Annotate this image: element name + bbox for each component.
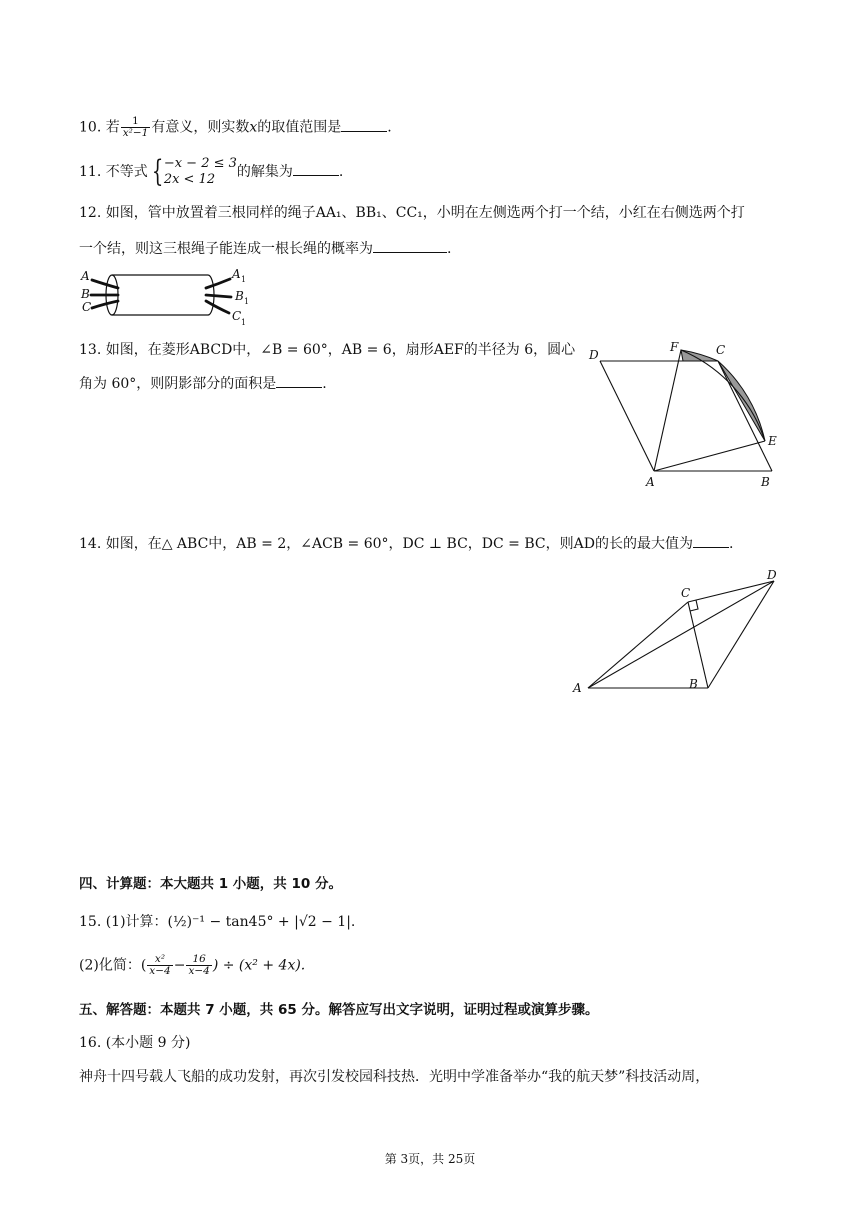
question-16-head: 16. (本小题 9 分) bbox=[79, 1035, 191, 1051]
label-B: B bbox=[81, 287, 90, 301]
answer-blank bbox=[693, 535, 729, 548]
shaded-region-right bbox=[718, 361, 765, 441]
question-13-line1: 13. 如图，在菱形ABCD中，∠B = 60°，AB = 6，扇形AEF的半径为 6，圆心 bbox=[79, 342, 576, 358]
section-5-title: 五、解答题：本题共 7 小题，共 65 分。解答应写出文字说明，证明过程或演算步骤。 bbox=[79, 1002, 599, 1018]
label-B: B bbox=[689, 677, 698, 691]
question-14: 14. 如图，在△ ABC中，AB = 2，∠ACB = 60°，DC ⊥ BC，DC = BC，则AD的长的最大值为 . bbox=[79, 536, 734, 552]
answer-blank bbox=[373, 240, 447, 253]
label-C1-sub: 1 bbox=[241, 318, 247, 327]
question-16-text: 神舟十四号载人飞船的成功发射，再次引发校园科技热．光明中学准备举办“我的航天梦”科技活动周， bbox=[79, 1069, 710, 1085]
fraction-1: $\frac{\text{x²}}{x-4}$ bbox=[149, 953, 171, 977]
question-15-part1: 15. (1)计算：(½)⁻¹ − tan45° + |√2 − 1|. bbox=[79, 914, 356, 930]
ropes bbox=[91, 279, 231, 313]
label-E: E bbox=[768, 434, 777, 448]
label-A1-sub: 1 bbox=[241, 275, 247, 284]
question-12-line2: 一个结，则这三根绳子能连成一根长绳的概率为 . bbox=[79, 241, 452, 257]
label-D: D bbox=[767, 568, 777, 582]
question-13-line2: 角为 60°，则阴影部分的面积是 . bbox=[79, 376, 327, 392]
rhombus-figure bbox=[585, 338, 790, 490]
label-D: D bbox=[589, 348, 599, 362]
brace: { bbox=[151, 154, 163, 189]
label-C: C bbox=[716, 343, 726, 357]
label-F: F bbox=[670, 340, 679, 354]
triangle-figure bbox=[568, 564, 788, 696]
tube-figure bbox=[78, 264, 258, 330]
label-B1: B bbox=[235, 289, 244, 303]
answer-blank bbox=[341, 119, 387, 132]
label-B: B bbox=[761, 475, 770, 489]
question-15-part2: (2)化简：( $\frac{\text{x²}}{x-4}$ − $\frac{16}{x-4}$ ) ÷ (x² + 4x). bbox=[79, 953, 306, 977]
section-4-title: 四、计算题：本大题共 1 小题，共 10 分。 bbox=[79, 876, 342, 892]
label-C: C bbox=[82, 300, 92, 314]
label-A1: A bbox=[232, 267, 241, 281]
label-A: A bbox=[573, 681, 582, 695]
label-C1: C bbox=[232, 309, 242, 323]
label-A: A bbox=[81, 269, 90, 283]
answer-blank bbox=[276, 375, 322, 388]
label-A: A bbox=[646, 475, 655, 489]
label-B1-sub: 1 bbox=[244, 297, 250, 306]
answer-blank bbox=[293, 163, 339, 176]
tube bbox=[106, 275, 214, 315]
rhombus-outline bbox=[600, 361, 772, 471]
label-C: C bbox=[681, 586, 691, 600]
fraction-2: $\frac{16}{x-4}$ bbox=[188, 953, 210, 977]
question-12-line1: 12. 如图，管中放置着三根同样的绳子AA₁、BB₁、CC₁，小明在左侧选两个打一个结，小红在右侧选两个打 bbox=[79, 205, 745, 221]
page-footer: 第 3页，共 25页 bbox=[384, 1152, 476, 1166]
inequality-system: −x − 2 ≤ 3 2x < 12 bbox=[163, 156, 237, 187]
fraction: $\frac{1}{\text{x²−1}}$ bbox=[122, 115, 149, 139]
question-11: 11. 不等式 { −x − 2 ≤ 3 2x < 12 的解集为 . bbox=[79, 154, 344, 189]
question-10: 10. 若 $\frac{1}{\text{x²−1}}$ 有意义，则实数x的取值范围是 . bbox=[79, 115, 392, 139]
